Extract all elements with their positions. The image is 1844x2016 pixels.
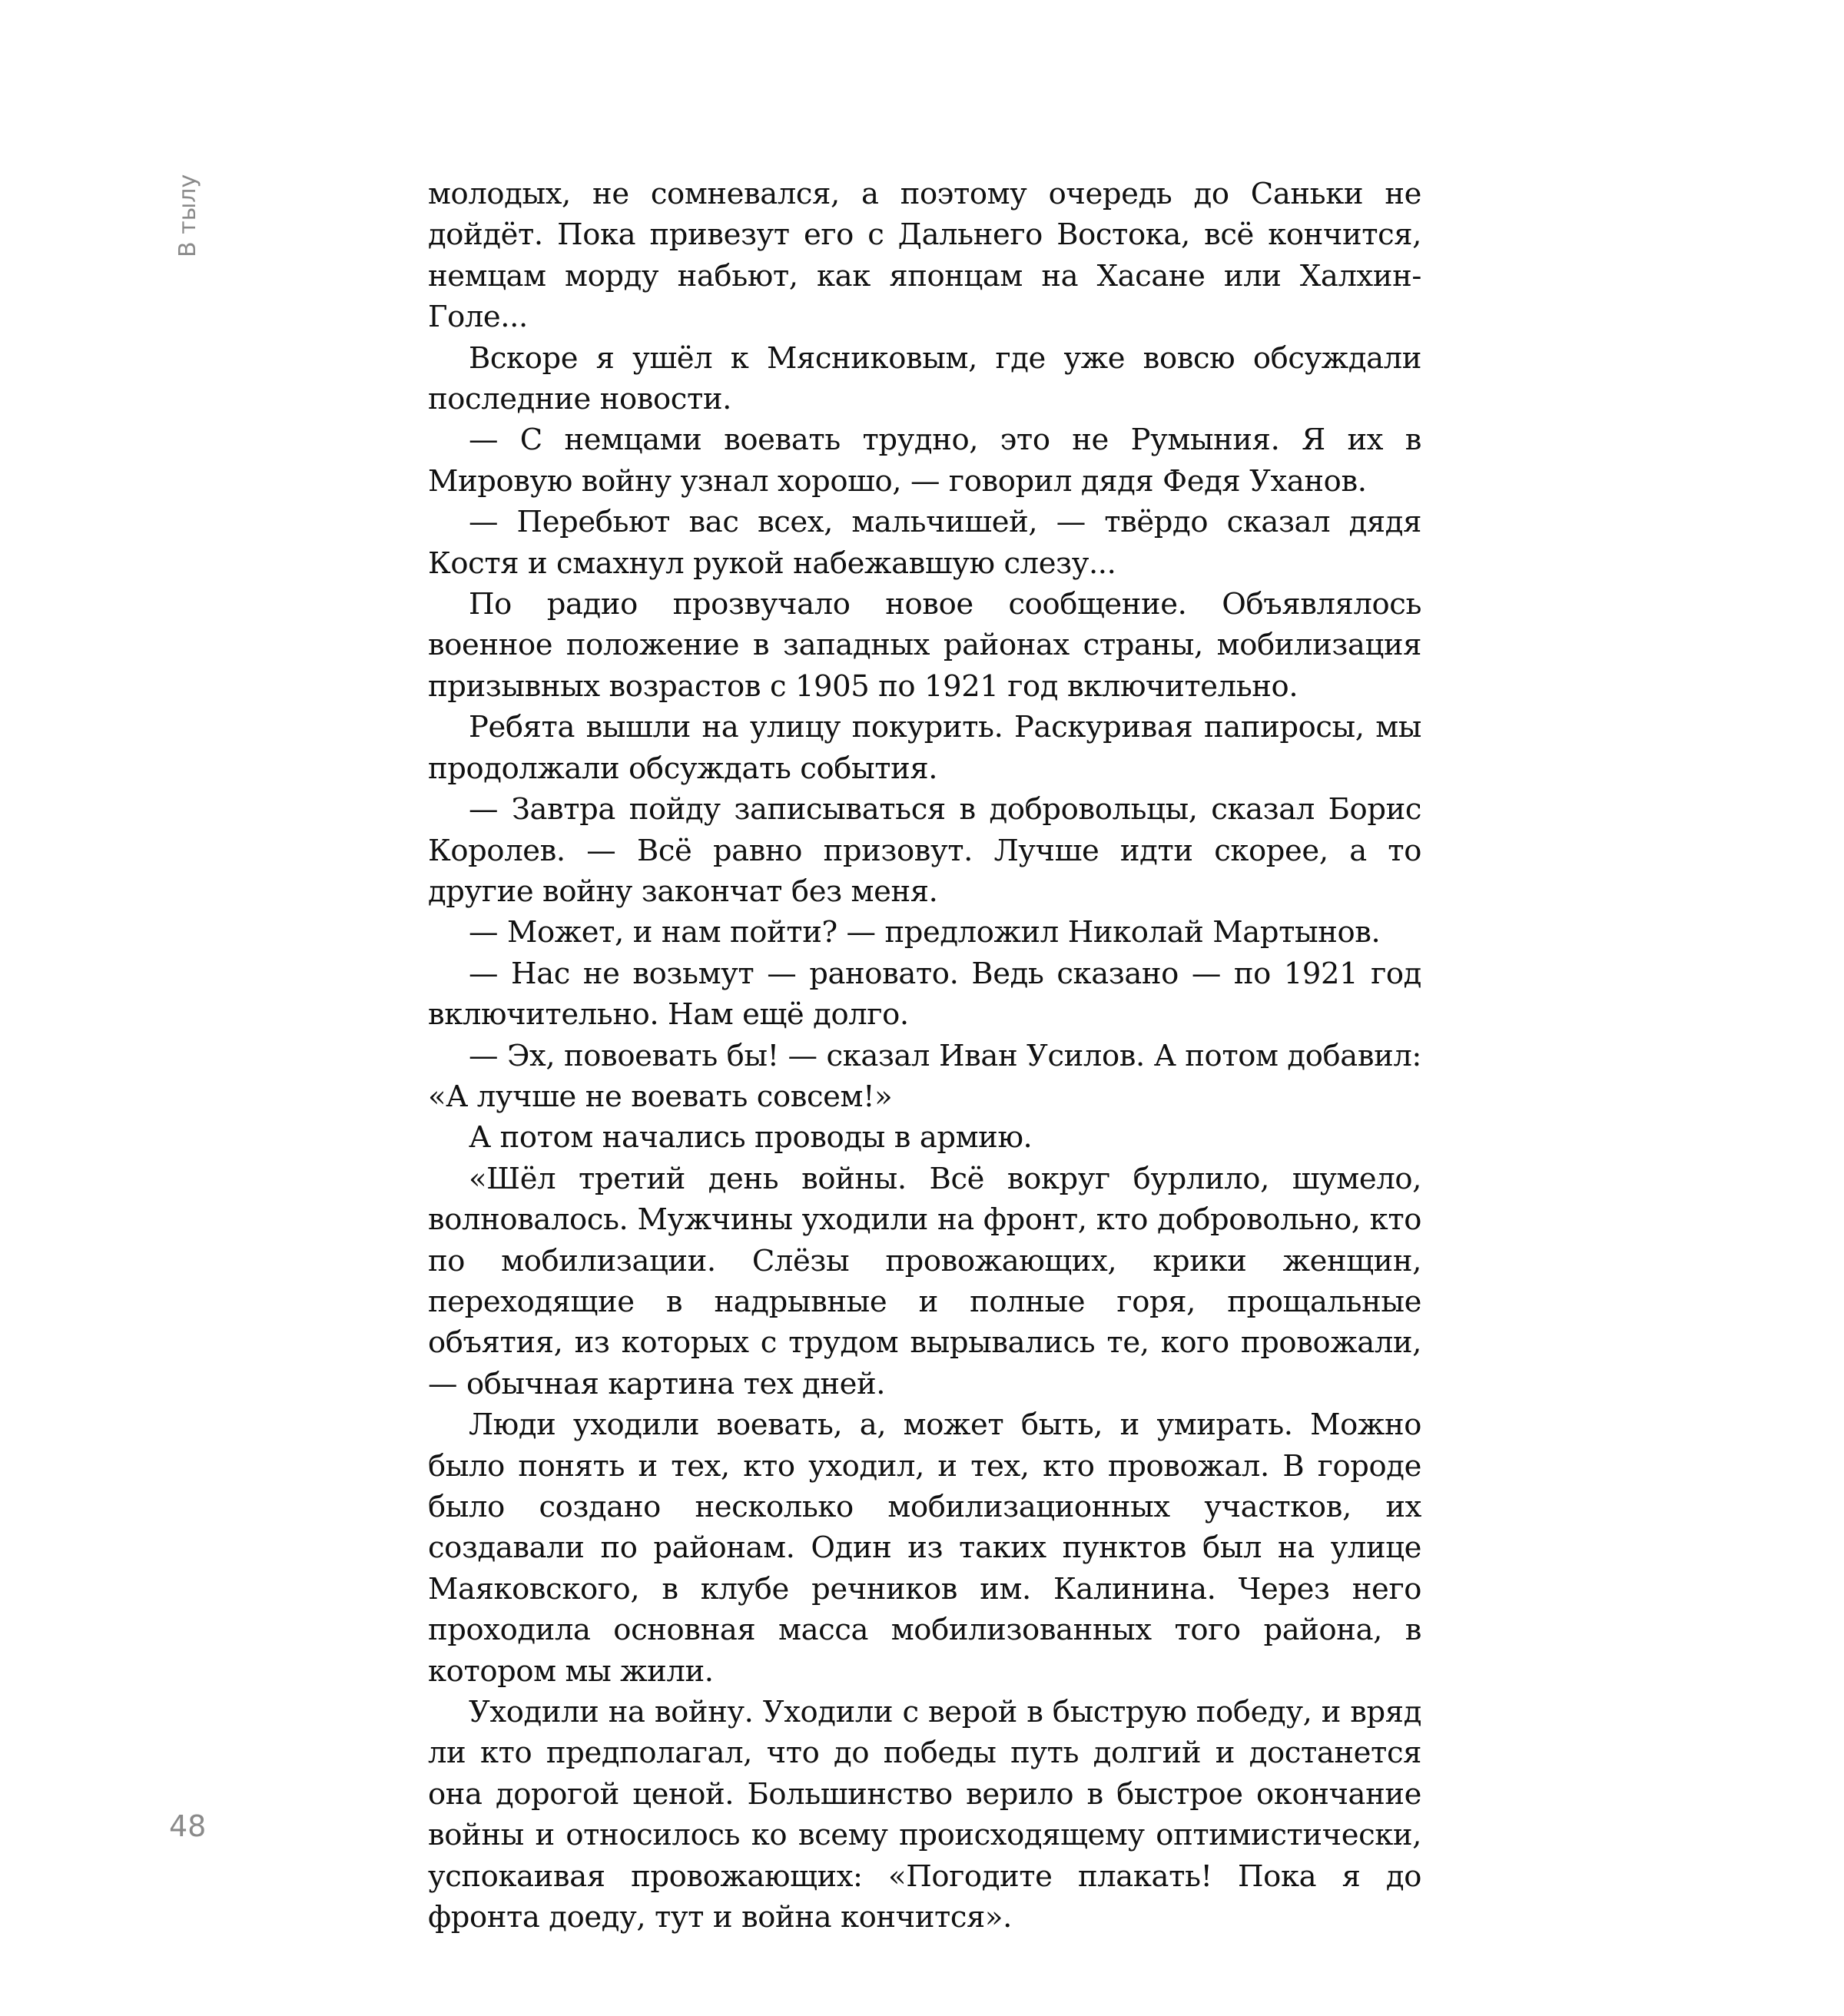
paragraph: «Шёл третий день войны. Всё вокруг бурлило, шумело, волновалось. Мужчины уходили на фронт, кто добровольно, кто по мобилизации. Слёзы провожающих, крики женщин, переходящие в надрывные и полные горя, прощальные объятия, из которых с трудом вырывались те, кого провожали, — обычная картина тех дней.	[428, 1161, 1421, 1401]
paragraph: Люди уходили воевать, а, может быть, и умирать. Можно было понять и тех, кто уходил, и тех, кто провожал. В городе было создано несколько мобилизационных участков, их создавали по районам. Один из таких пунктов был на улице Маяковского, в клубе речников им. Калинина. Через него проходила основная масса мобилизованных того района, в котором мы жили.	[428, 1408, 1421, 1689]
page-number: 48	[169, 1809, 207, 1843]
paragraph: — Перебьют вас всех, мальчишей, — твёрдо сказал дядя Костя и смахнул рукой набежавшую слезу...	[428, 505, 1421, 581]
paragraph: — Может, и нам пойти? — предложил Николай Мартынов.	[469, 915, 1381, 950]
paragraph: — Завтра пойду записываться в добровольцы, сказал Борис Королев. — Всё равно призовут. Лучше идти скорее, а то другие войну закончат без меня.	[428, 792, 1421, 909]
paragraph: По радио прозвучало новое сообщение. Объявлялось военное положение в западных районах страны, мобилизация призывных возрастов с 1905 по 1921 год включительно.	[428, 587, 1421, 704]
paragraph: А потом начались проводы в армию.	[469, 1120, 1033, 1156]
paragraph: Вскоре я ушёл к Мясниковым, где уже вовсю обсуждали последние новости.	[428, 340, 1421, 417]
paragraph: Уходили на войну. Уходили с верой в быструю победу, и вряд ли кто предполагал, что до победы путь долгий и достанется она дорогой ценой. Большинство верило в быстрое окончание войны и относилось ко всему происходящему оптимистически, успокаивая провожающих: «Погодите плакать! Пока я до фронта доеду, тут и война кончится».	[428, 1695, 1421, 1935]
paragraph: — Эх, повоевать бы! — сказал Иван Усилов. А потом добавил: «А лучше не воевать совсем!»	[428, 1038, 1421, 1114]
paragraph: — Нас не возьмут — рановато. Ведь сказано — по 1921 год включительно. Нам ещё долго.	[428, 956, 1421, 1033]
paragraph: — С немцами воевать трудно, это не Румыния. Я их в Мировую войну узнал хорошо, — говорил дядя Федя Уханов.	[428, 423, 1421, 499]
running-head: В тылу	[174, 174, 201, 257]
paragraph: Ребята вышли на улицу покурить. Раскуривая папиросы, мы продолжали обсуждать события.	[428, 710, 1421, 786]
body-text	[428, 174, 1421, 1938]
paragraph: молодых, не сомневался, а поэтому очередь до Саньки не дойдёт. Пока привезут его с Дальнего Востока, всё кончится, немцам морду набьют, как японцам на Хасане или Халхин-Голе...	[428, 177, 1421, 335]
